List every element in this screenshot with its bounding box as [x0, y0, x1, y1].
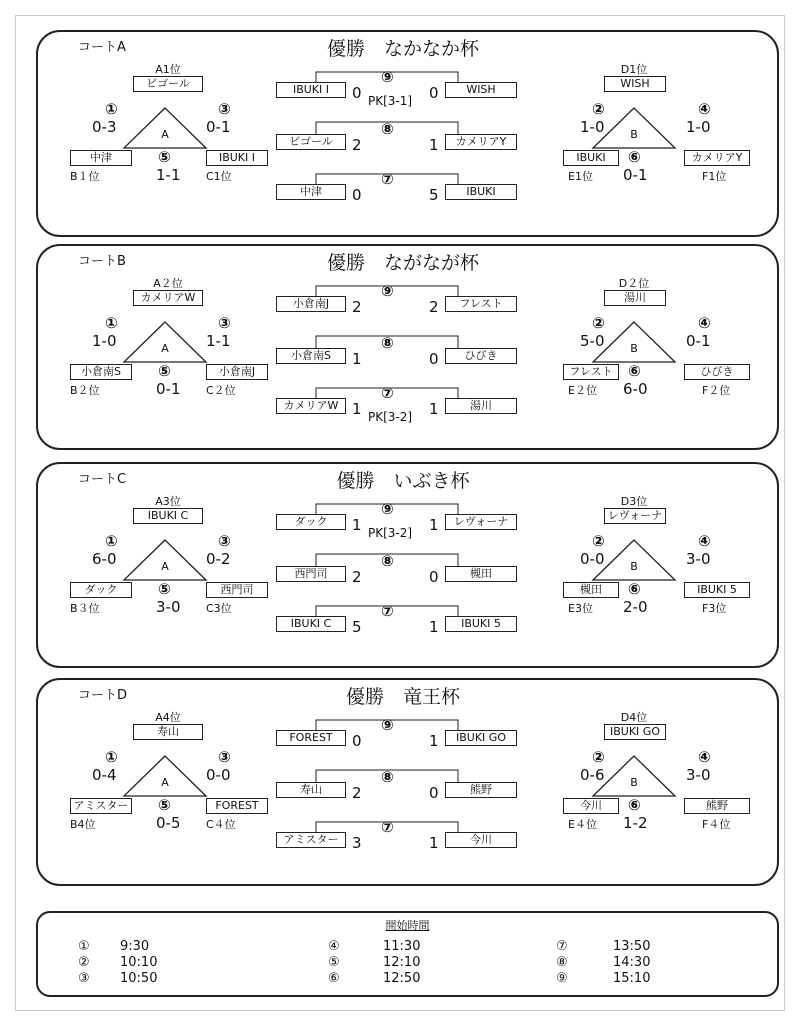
- match-1-label: ①: [105, 100, 118, 118]
- bracket-left-score: 2: [352, 298, 362, 316]
- bracket-match-number: ⑨: [381, 282, 394, 300]
- schedule-time: 10:10: [120, 955, 158, 970]
- bracket-right-team: レヴォーナ: [445, 514, 517, 530]
- court-2: [36, 462, 779, 668]
- match-3-score: 0-1: [206, 118, 231, 136]
- match-2-score: 1-0: [580, 118, 605, 136]
- match-3-label: ③: [218, 532, 231, 550]
- schedule-match-number: ⑨: [556, 971, 568, 986]
- match-4-label: ④: [698, 748, 711, 766]
- match-3-label: ③: [218, 314, 231, 332]
- group-b-top-rank: D4位: [620, 711, 648, 724]
- group-b-top-team: WISH: [604, 76, 666, 92]
- match-1-label: ①: [105, 748, 118, 766]
- group-a-top-team: IBUKI C: [133, 508, 203, 524]
- match-1-score: 0-3: [92, 118, 117, 136]
- schedule-match-number: ⑦: [556, 939, 568, 954]
- match-4-label: ④: [698, 100, 711, 118]
- match-2-score: 0-0: [580, 550, 605, 568]
- schedule-time: 12:10: [383, 955, 421, 970]
- bracket-match-number: ⑧: [381, 334, 394, 352]
- bracket-right-team: ひびき: [445, 348, 517, 364]
- schedule-match-number: ②: [78, 955, 90, 970]
- group-a-letter: A: [161, 560, 169, 573]
- bracket-right-score: 0: [429, 784, 439, 802]
- bracket-right-team: 今川: [445, 832, 517, 848]
- court-title: 優勝 ながなが杯: [326, 252, 479, 274]
- match-4-label: ④: [698, 314, 711, 332]
- group-a-bottom-left-team: ダック: [70, 582, 132, 598]
- group-b-bottom-right-team: 熊野: [684, 798, 750, 814]
- bracket-left-team: カメリアW: [276, 398, 346, 414]
- match-3-label: ③: [218, 748, 231, 766]
- match-3-score: 0-0: [206, 766, 231, 784]
- bracket-left-team: 小倉南J: [276, 296, 346, 312]
- bracket-left-score: 1: [352, 516, 362, 534]
- schedule-time: 10:50: [120, 971, 158, 986]
- bracket-left-team: 小倉南S: [276, 348, 346, 364]
- group-b-letter: B: [630, 560, 638, 573]
- group-b-letter: B: [630, 128, 638, 141]
- bracket-left-team: 寿山: [276, 782, 346, 798]
- group-b-bottom-left-team: 今川: [563, 798, 619, 814]
- schedule-match-number: ④: [328, 939, 340, 954]
- bracket-right-team: IBUKI 5: [445, 616, 517, 632]
- group-a-letter: A: [161, 342, 169, 355]
- group-b-top-rank: D２位: [618, 277, 650, 290]
- schedule-match-number: ③: [78, 971, 90, 986]
- bracket-right-score: 1: [429, 400, 439, 418]
- group-b-bottom-right-rank: F3位: [702, 602, 727, 615]
- schedule-time: 9:30: [120, 939, 150, 954]
- group-b-bottom-left-team: IBUKI: [563, 150, 619, 166]
- schedule-match-number: ⑧: [556, 955, 568, 970]
- bracket-right-score: 1: [429, 618, 439, 636]
- bracket-pk-result: PK[3-2]: [368, 410, 413, 424]
- bracket-match-number: ⑨: [381, 500, 394, 518]
- group-a-bottom-left-team: 中津: [70, 150, 132, 166]
- match-4-score: 3-0: [686, 766, 711, 784]
- bracket-left-team: FOREST: [276, 730, 346, 746]
- court-label: コートD: [78, 688, 128, 703]
- group-a-top-team: 寿山: [133, 724, 203, 740]
- bracket-match-number: ⑦: [381, 602, 394, 620]
- group-b-letter: B: [630, 776, 638, 789]
- group-a-bottom-right-team: 西門司: [206, 582, 268, 598]
- bracket-left-score: 2: [352, 568, 362, 586]
- court-0: [36, 30, 779, 237]
- bracket-right-score: 1: [429, 834, 439, 852]
- group-b-top-team: IBUKI GO: [604, 724, 666, 740]
- match-2-label: ②: [592, 532, 605, 550]
- bracket-left-team: アミスター: [276, 832, 346, 848]
- match-4-score: 3-0: [686, 550, 711, 568]
- group-a-top-team: ビゴール: [133, 76, 203, 92]
- match-5-label: ⑤: [158, 362, 171, 380]
- court-3: [36, 678, 779, 886]
- bracket-match-number: ⑦: [381, 170, 394, 188]
- bracket-match-number: ⑧: [381, 552, 394, 570]
- schedule-time: 12:50: [383, 971, 421, 986]
- bracket-pk-result: PK[3-1]: [368, 94, 413, 108]
- bracket-match-number: ⑨: [381, 716, 394, 734]
- group-b-bottom-right-team: ひびき: [684, 364, 750, 380]
- group-b-bottom-right-rank: F４位: [702, 818, 731, 831]
- group-b-bottom-left-rank: E４位: [568, 818, 597, 831]
- group-a-bottom-right-rank: C1位: [206, 170, 232, 183]
- match-3-score: 0-2: [206, 550, 231, 568]
- court-title: 優勝 竜王杯: [345, 686, 460, 708]
- group-a-letter: A: [161, 128, 169, 141]
- group-a-top-rank: A4位: [155, 711, 181, 724]
- match-5-score: 0-1: [156, 380, 181, 398]
- match-5-label: ⑤: [158, 148, 171, 166]
- match-1-label: ①: [105, 314, 118, 332]
- match-6-label: ⑥: [628, 580, 641, 598]
- match-2-score: 5-0: [580, 332, 605, 350]
- bracket-left-team: ビゴール: [276, 134, 346, 150]
- group-a-bottom-right-team: FOREST: [206, 798, 268, 814]
- court-title: 優勝 なかなか杯: [326, 38, 479, 60]
- match-6-label: ⑥: [628, 148, 641, 166]
- group-b-bottom-left-rank: E２位: [568, 384, 597, 397]
- match-2-label: ②: [592, 748, 605, 766]
- bracket-left-team: ダック: [276, 514, 346, 530]
- group-a-top-rank: A1位: [155, 63, 181, 76]
- schedule-time: 15:10: [613, 971, 651, 986]
- group-b-bottom-right-rank: F２位: [702, 384, 731, 397]
- group-b-bottom-left-rank: E1位: [568, 170, 593, 183]
- schedule-title: 開始時間: [385, 919, 430, 932]
- match-6-score: 0-1: [623, 166, 648, 184]
- group-b-bottom-left-team: 槻田: [563, 582, 619, 598]
- group-a-bottom-left-rank: B２位: [70, 384, 100, 397]
- group-a-bottom-left-team: アミスター: [70, 798, 132, 814]
- group-a-top-rank: A3位: [155, 495, 181, 508]
- group-a-top-team: カメリアW: [133, 290, 203, 306]
- court-label: コートB: [78, 254, 126, 269]
- bracket-right-team: 湯川: [445, 398, 517, 414]
- match-5-label: ⑤: [158, 580, 171, 598]
- schedule-match-number: ①: [78, 939, 90, 954]
- group-a-top-rank: A２位: [153, 277, 183, 290]
- match-6-label: ⑥: [628, 796, 641, 814]
- group-a-bottom-right-rank: C２位: [206, 384, 236, 397]
- match-4-score: 0-1: [686, 332, 711, 350]
- group-b-top-team: 湯川: [604, 290, 666, 306]
- match-6-label: ⑥: [628, 362, 641, 380]
- bracket-right-score: 0: [429, 350, 439, 368]
- group-a-bottom-left-rank: B３位: [70, 602, 100, 615]
- group-b-letter: B: [630, 342, 638, 355]
- match-6-score: 6-0: [623, 380, 648, 398]
- match-5-score: 0-5: [156, 814, 181, 832]
- schedule-match-number: ⑥: [328, 971, 340, 986]
- group-b-bottom-left-rank: E3位: [568, 602, 593, 615]
- match-2-label: ②: [592, 314, 605, 332]
- group-a-bottom-right-team: IBUKI I: [206, 150, 268, 166]
- match-4-label: ④: [698, 532, 711, 550]
- schedule-time: 14:30: [613, 955, 651, 970]
- match-1-label: ①: [105, 532, 118, 550]
- schedule-time: 13:50: [613, 939, 651, 954]
- bracket-left-score: 0: [352, 186, 362, 204]
- group-b-bottom-right-team: IBUKI 5: [684, 582, 750, 598]
- bracket-right-team: 熊野: [445, 782, 517, 798]
- group-b-bottom-left-team: フレスト: [563, 364, 619, 380]
- bracket-left-team: IBUKI I: [276, 82, 346, 98]
- schedule-panel: [36, 911, 779, 997]
- bracket-left-score: 2: [352, 136, 362, 154]
- bracket-left-score: 1: [352, 350, 362, 368]
- bracket-right-score: 1: [429, 732, 439, 750]
- group-b-top-team: レヴォーナ: [604, 508, 666, 524]
- bracket-left-team: IBUKI C: [276, 616, 346, 632]
- match-5-score: 3-0: [156, 598, 181, 616]
- bracket-match-number: ⑧: [381, 120, 394, 138]
- group-a-bottom-left-rank: B4位: [70, 818, 96, 831]
- match-1-score: 6-0: [92, 550, 117, 568]
- group-a-letter: A: [161, 776, 169, 789]
- bracket-left-team: 中津: [276, 184, 346, 200]
- bracket-left-score: 0: [352, 732, 362, 750]
- bracket-match-number: ⑨: [381, 68, 394, 86]
- group-a-bottom-right-team: 小倉南J: [206, 364, 268, 380]
- group-a-bottom-right-rank: C3位: [206, 602, 232, 615]
- bracket-match-number: ⑦: [381, 818, 394, 836]
- bracket-right-score: 2: [429, 298, 439, 316]
- match-1-score: 0-4: [92, 766, 117, 784]
- bracket-left-score: 3: [352, 834, 362, 852]
- match-3-label: ③: [218, 100, 231, 118]
- match-5-label: ⑤: [158, 796, 171, 814]
- group-a-bottom-left-rank: B１位: [70, 170, 100, 183]
- court-title: 優勝 いぶき杯: [336, 470, 470, 492]
- bracket-left-score: 2: [352, 784, 362, 802]
- bracket-left-score: 5: [352, 618, 362, 636]
- bracket-right-team: フレスト: [445, 296, 517, 312]
- bracket-right-score: 1: [429, 136, 439, 154]
- group-b-bottom-right-rank: F1位: [702, 170, 727, 183]
- bracket-right-score: 0: [429, 84, 439, 102]
- group-a-bottom-right-rank: C４位: [206, 818, 236, 831]
- match-2-score: 0-6: [580, 766, 605, 784]
- bracket-left-score: 0: [352, 84, 362, 102]
- schedule-time: 11:30: [383, 939, 421, 954]
- bracket-right-score: 5: [429, 186, 439, 204]
- court-1: [36, 244, 779, 450]
- bracket-right-team: WISH: [445, 82, 517, 98]
- bracket-right-team: カメリアY: [445, 134, 517, 150]
- bracket-right-team: IBUKI GO: [445, 730, 517, 746]
- match-5-score: 1-1: [156, 166, 181, 184]
- schedule-match-number: ⑤: [328, 955, 340, 970]
- match-1-score: 1-0: [92, 332, 117, 350]
- group-b-top-rank: D3位: [620, 495, 648, 508]
- match-4-score: 1-0: [686, 118, 711, 136]
- bracket-right-score: 0: [429, 568, 439, 586]
- bracket-left-score: 1: [352, 400, 362, 418]
- group-b-bottom-right-team: カメリアY: [684, 150, 750, 166]
- court-label: コートC: [78, 472, 127, 487]
- match-3-score: 1-1: [206, 332, 231, 350]
- match-6-score: 1-2: [623, 814, 648, 832]
- court-label: コートA: [78, 40, 126, 55]
- bracket-match-number: ⑦: [381, 384, 394, 402]
- bracket-pk-result: PK[3-2]: [368, 526, 413, 540]
- bracket-match-number: ⑧: [381, 768, 394, 786]
- bracket-left-team: 西門司: [276, 566, 346, 582]
- match-6-score: 2-0: [623, 598, 648, 616]
- bracket-right-team: IBUKI: [445, 184, 517, 200]
- group-a-bottom-left-team: 小倉南S: [70, 364, 132, 380]
- group-b-top-rank: D1位: [620, 63, 648, 76]
- match-2-label: ②: [592, 100, 605, 118]
- bracket-right-team: 槻田: [445, 566, 517, 582]
- bracket-right-score: 1: [429, 516, 439, 534]
